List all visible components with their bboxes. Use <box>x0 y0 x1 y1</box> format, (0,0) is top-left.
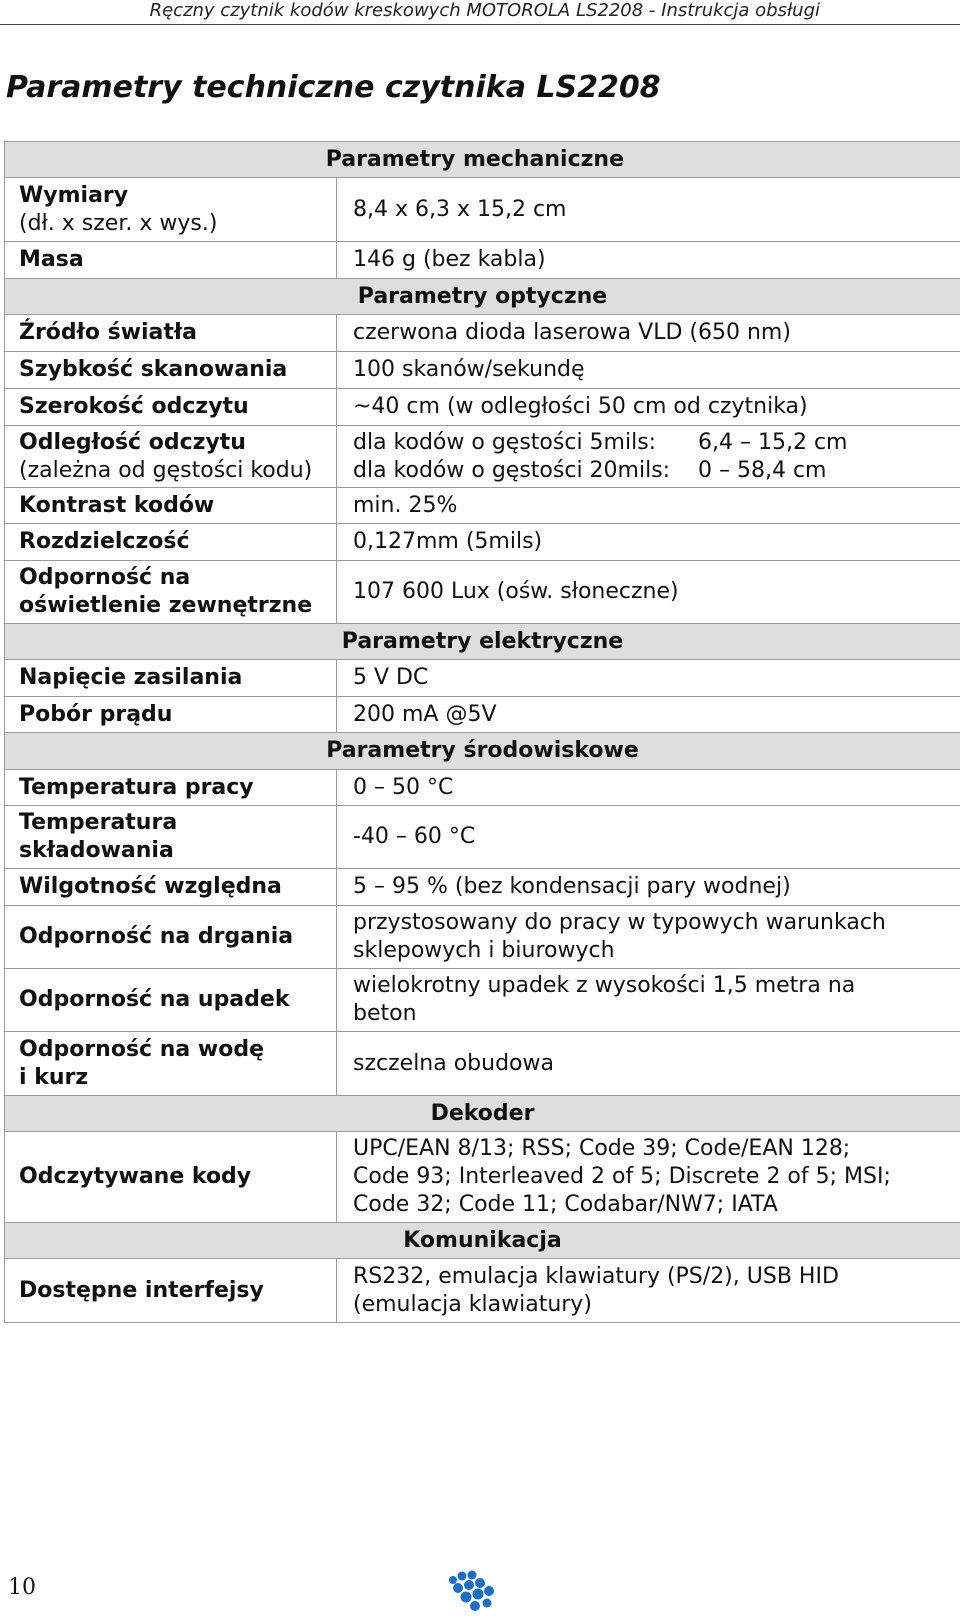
row-label: Odporność na oświetlenie zewnętrzne <box>5 561 337 624</box>
section-decoder <box>5 1096 960 1132</box>
section-electrical <box>5 624 960 660</box>
page-number: 10 <box>8 1575 36 1600</box>
row-value: 5 V DC <box>337 660 960 697</box>
table-row <box>5 178 960 242</box>
dots-logo-icon <box>445 1570 499 1612</box>
row-value: min. 25% <box>337 488 960 524</box>
row-value: wielokrotny upadek z wysokości 1,5 metra na beton <box>337 969 960 1032</box>
section-mechanical <box>5 142 960 178</box>
row-label: Szybkość skanowania <box>5 352 337 389</box>
row-value: 0 – 50 °C <box>337 770 960 806</box>
row-label: Pobór prądu <box>5 697 337 733</box>
section-heading: Dekoder <box>5 1096 960 1132</box>
table-row <box>5 1132 960 1223</box>
row-value: 100 skanów/sekundę <box>337 352 960 389</box>
table-row <box>5 1259 960 1323</box>
section-communication <box>5 1223 960 1259</box>
table-row <box>5 969 960 1032</box>
page-title: Parametry techniczne czytnika LS2208 <box>6 70 661 105</box>
distance-20mils-label: dla kodów o gęstości 20mils: <box>353 457 671 483</box>
section-heading: Parametry elektryczne <box>5 624 960 660</box>
row-label: Dostępne interfejsy <box>5 1259 337 1323</box>
row-label: Temperatura pracy <box>5 770 337 806</box>
distance-20mils-value: 0 – 58,4 cm <box>698 457 827 483</box>
section-heading: Parametry środowiskowe <box>5 733 960 770</box>
section-optical <box>5 279 960 315</box>
row-label: Napięcie zasilania <box>5 660 337 697</box>
row-label: Rozdzielczość <box>5 524 337 561</box>
row-value: przystosowany do pracy w typowych warunkach sklepowych i biurowych <box>337 906 960 969</box>
distance-5mils-value: 6,4 – 15,2 cm <box>698 429 848 455</box>
row-label: Odporność na upadek <box>5 969 337 1032</box>
table-row <box>5 488 960 524</box>
table-row <box>5 389 960 426</box>
row-value: -40 – 60 °C <box>337 806 960 869</box>
table-row <box>5 426 960 488</box>
table-row <box>5 869 960 906</box>
row-label: Odporność na drgania <box>5 906 337 969</box>
row-label: Szerokość odczytu <box>5 389 337 426</box>
table-row <box>5 660 960 697</box>
table-row <box>5 1032 960 1096</box>
row-label: Źródło światła <box>5 315 337 352</box>
section-heading: Parametry optyczne <box>5 279 960 315</box>
row-value: szczelna obudowa <box>337 1032 960 1096</box>
row-value <box>337 426 960 488</box>
table-row <box>5 806 960 869</box>
row-label: Kontrast kodów <box>5 488 337 524</box>
section-heading: Parametry mechaniczne <box>5 142 960 178</box>
row-label: Odległość odczytu (zależna od gęstości kodu) <box>5 426 337 488</box>
table-row <box>5 242 960 279</box>
row-label: Masa <box>5 242 337 279</box>
table-row <box>5 315 960 352</box>
table-row <box>5 524 960 561</box>
table-row <box>5 561 960 624</box>
row-value: RS232, emulacja klawiatury (PS/2), USB HID (emulacja klawiatury) <box>337 1259 960 1323</box>
row-label: Odporność na wodę i kurz <box>5 1032 337 1096</box>
section-environmental <box>5 733 960 770</box>
row-label: Temperatura składowania <box>5 806 337 869</box>
row-label: Wymiary (dł. x szer. x wys.) <box>5 178 337 242</box>
row-value: UPC/EAN 8/13; RSS; Code 39; Code/EAN 128; Code 93; Interleaved 2 of 5; Discrete 2 of 5; MSI; Code 32; Code 11; Codabar/NW7; IATA <box>337 1132 960 1223</box>
section-heading: Komunikacja <box>5 1223 960 1259</box>
table-row <box>5 697 960 733</box>
running-header: Ręczny czytnik kodów kreskowych MOTOROLA LS2208 - Instrukcja obsługi <box>149 0 820 21</box>
row-label: Odczytywane kody <box>5 1132 337 1223</box>
row-value: 146 g (bez kabla) <box>337 242 960 279</box>
row-value: czerwona dioda laserowa VLD (650 nm) <box>337 315 960 352</box>
header-divider <box>0 24 960 25</box>
row-value: 0,127mm (5mils) <box>337 524 960 561</box>
row-value: 5 – 95 % (bez kondensacji pary wodnej) <box>337 869 960 906</box>
table-row <box>5 770 960 806</box>
row-label: Wilgotność względna <box>5 869 337 906</box>
row-value: 200 mA @5V <box>337 697 960 733</box>
table-row <box>5 352 960 389</box>
table-row <box>5 906 960 969</box>
row-value: ~40 cm (w odległości 50 cm od czytnika) <box>337 389 960 426</box>
row-value: 8,4 x 6,3 x 15,2 cm <box>337 178 960 242</box>
spec-table <box>4 141 960 1323</box>
distance-5mils-label: dla kodów o gęstości 5mils: <box>353 429 657 455</box>
row-value: 107 600 Lux (ośw. słoneczne) <box>337 561 960 624</box>
